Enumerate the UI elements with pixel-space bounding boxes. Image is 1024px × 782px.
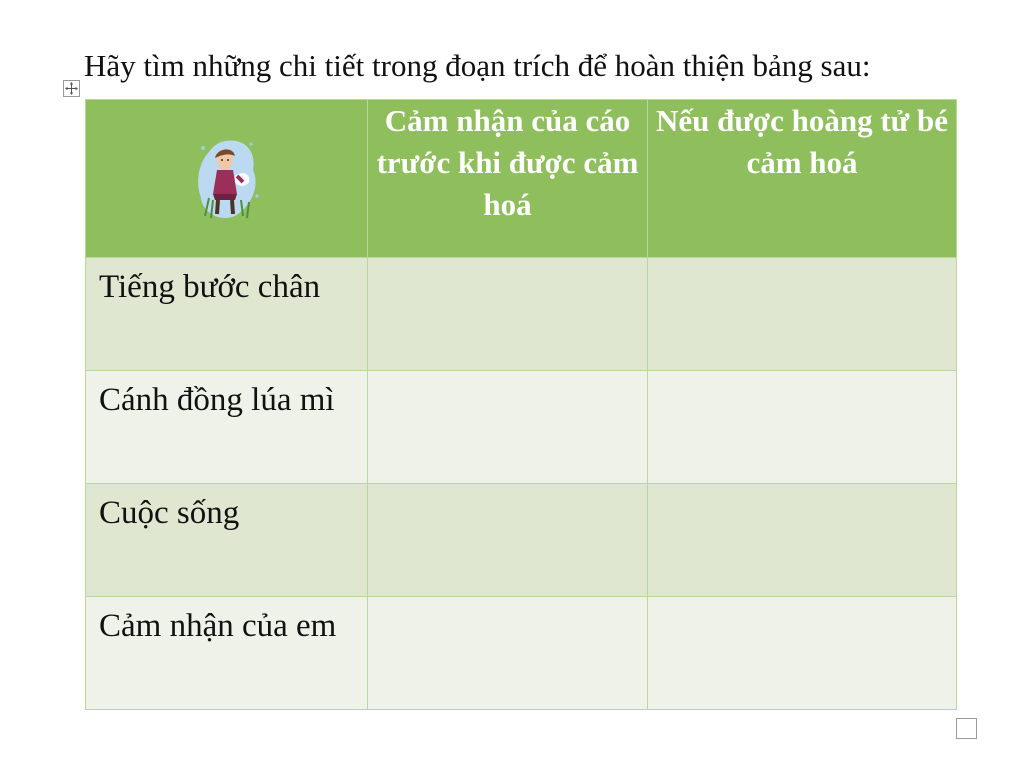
cell-before-wheat-field[interactable] bbox=[368, 371, 648, 484]
cell-after-life[interactable] bbox=[648, 484, 957, 597]
cell-before-footsteps[interactable] bbox=[368, 258, 648, 371]
cell-before-your-feeling[interactable] bbox=[368, 597, 648, 710]
table-row bbox=[86, 597, 957, 710]
little-prince-illustration bbox=[191, 136, 263, 222]
table-row bbox=[86, 258, 957, 371]
worksheet-table bbox=[85, 99, 957, 710]
header-after-tamed: Nếu được hoàng tử bé cảm hoá bbox=[648, 100, 957, 258]
row-label-wheat-field: Cánh đồng lúa mì bbox=[86, 371, 368, 484]
header-row bbox=[86, 100, 957, 258]
header-before-tamed: Cảm nhận của cáo trước khi được cảm hoá bbox=[368, 100, 648, 258]
row-label-your-feeling: Cảm nhận của em bbox=[86, 597, 368, 710]
table-move-handle-icon[interactable] bbox=[63, 80, 80, 97]
row-label-life: Cuộc sống bbox=[86, 484, 368, 597]
table-row bbox=[86, 484, 957, 597]
table-resize-handle-icon[interactable] bbox=[956, 718, 977, 739]
header-corner-cell[interactable] bbox=[86, 100, 368, 258]
table-row bbox=[86, 371, 957, 484]
cell-after-your-feeling[interactable] bbox=[648, 597, 957, 710]
cell-after-footsteps[interactable] bbox=[648, 258, 957, 371]
cell-before-life[interactable] bbox=[368, 484, 648, 597]
cell-after-wheat-field[interactable] bbox=[648, 371, 957, 484]
row-label-footsteps: Tiếng bước chân bbox=[86, 258, 368, 371]
instruction-text: Hãy tìm những chi tiết trong đoạn trích để hoàn thiện bảng sau: bbox=[84, 48, 871, 83]
